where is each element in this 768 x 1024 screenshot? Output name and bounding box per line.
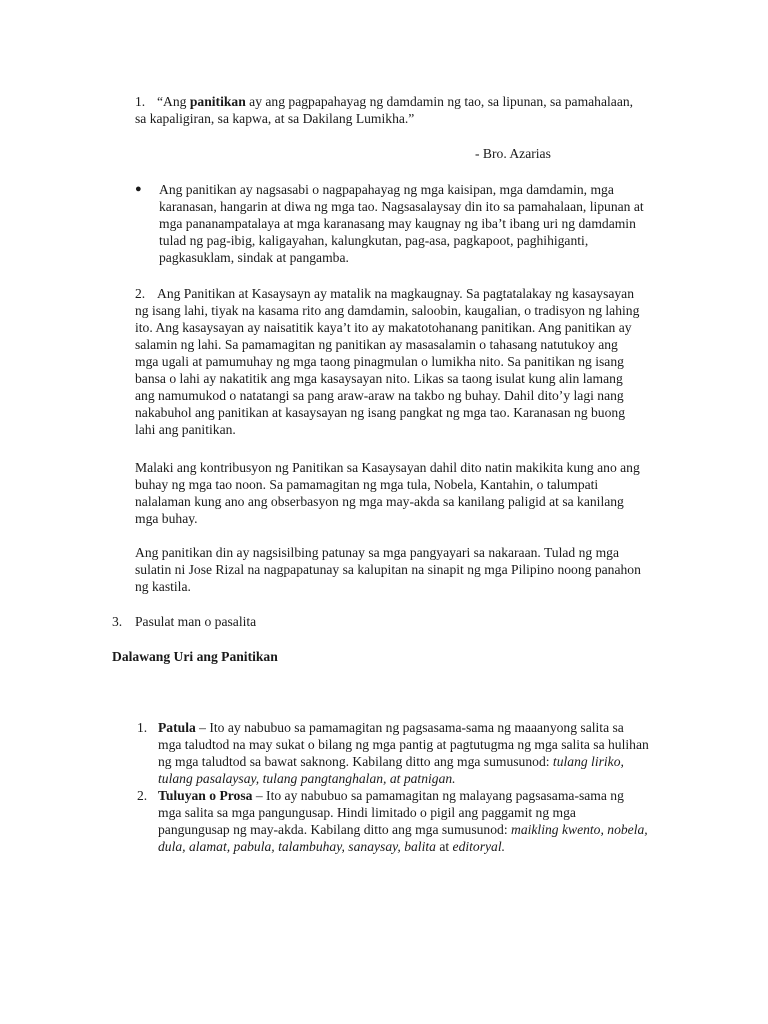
type-1-number: 1. [137, 720, 148, 735]
type-2-dash: – [252, 788, 267, 803]
bullet-paragraph: Ang panitikan ay nagsasabi o nagpapahayag ng mga kaisipan, mga damdamin, mga karanasan, hangarin at diwa ng mga tao. Nagsasalaysay din ito sa pamahalaan, lipunan at mga pananampatalaya at mga karanasang may kaugnay ng iba’t ibang uri ng damdamin tulad ng pag-ibig, kaligayahan, kalungkutan, pag-asa, pagkapoot, paghihiganti, pagkasuklam, sindak at pangamba. [159, 182, 644, 265]
item-2-paragraph-2: Malaki ang kontribusyon ng Panitikan sa Kasaysayan dahil dito natin makikita kung ano ang buhay ng mga tao noon. Sa pamamagitan ng mga tula, Nobela, Kantahin, o talumpati nalalaman kung ano ang obserbasyon ng mga may-akda sa kanilang paligid at sa kanilang mga buhay. [135, 460, 640, 526]
type-2-last-example: editoryal. [452, 839, 506, 854]
type-2-examples: maikling kwento, nobela, dula, alamat, pabula, talambuhay, sanaysay, balita [158, 822, 648, 854]
type-1-dash: – [195, 720, 210, 735]
section-heading: Dalawang Uri ang Panitikan [112, 649, 278, 664]
quote-attribution: - Bro. Azarias [475, 146, 551, 161]
quote-rest: ay ang pagpapahayag ng damdamin ng tao, sa lipunan, sa pamahalaan, sa kapaligiran, sa kapwa, at sa Dakilang Lumikha.” [135, 94, 634, 126]
item-2-paragraph: Ang Panitikan at Kasaysayn ay matalik na magkaugnay. Sa pagtatalakay ng kasaysayan ng isang lahi, tiyak na kasama rito ang damdamin, saloobin, kaugalian, o tradisyon ng lahing ito. Ang kasaysayan ay naisatitik kaya’t ito ay makatotohanang panitikan. Ang panitikan ay salamin ng lahi. Sa pamamagitan ng panitikan ay masasalamin o tahasang natutukoy ang mga ugali at pamumuhay ng mga taong pinagmulan o lumikha nito. Sa panitikan ng isang bansa o lahi ay nakatitik ang mga kasaysayan nito. Likas sa taong isulat kung alin lamang ang namumukod o natatangi sa pang araw-araw na takbo ng buhay. Dahil dito’y lagi nang nakabuhol ang panitikan at kasaysayan ng isang pangkat ng mga tao. Karanasan ng buong lahi ang panitikan. [135, 286, 640, 437]
type-1-text: Ito ay nabubuo sa pamamagitan ng pagsasama-sama ng maaanyong salita sa mga taludtod na may sukat o bilang ng mga pantig at pagtutugma ng mga salita sa hulihan ng mga taludtod sa bawat saknong. Kabilang ditto ang mga sumusunod: [158, 720, 649, 769]
item-2-number: 2. [135, 286, 146, 301]
type-1-term: Patula [158, 720, 196, 735]
item-1-quote [135, 93, 635, 127]
bullet-icon: ● [135, 183, 142, 195]
type-2-number: 2. [137, 788, 148, 803]
item-3-number: 3. [112, 614, 123, 629]
type-2-joiner: at [435, 839, 453, 854]
quote-bold-term: panitikan [189, 94, 246, 109]
item-2-paragraph-3: Ang panitikan din ay nagsisilbing patunay sa mga pangyayari sa nakaraan. Tulad ng mga sulatin ni Jose Rizal na nagpapatunay sa kalupitan na sinapit ng mga Pilipino noong panahon ng kastila. [135, 545, 641, 594]
type-2-paragraph [158, 787, 650, 855]
type-1-examples: tulang liriko, tulang pasalaysay, tulang pangtanghalan, at patnigan. [158, 754, 624, 786]
item-3-text: Pasulat man o pasalita [135, 614, 257, 629]
type-1-paragraph [158, 719, 650, 787]
quote-open: “Ang [157, 94, 190, 109]
type-2-term: Tuluyan o Prosa [158, 788, 253, 803]
item-1-number: 1. [135, 94, 146, 109]
type-2-text: Ito ay nabubuo sa pamamagitan ng malayang pagsasama-sama ng mga salita sa mga pangungusap. Hindi limitado o pigil ang paggamit ng mga pangungusap ng may-akda. Kabilang ditto ang mga sumusunod: [158, 788, 624, 837]
